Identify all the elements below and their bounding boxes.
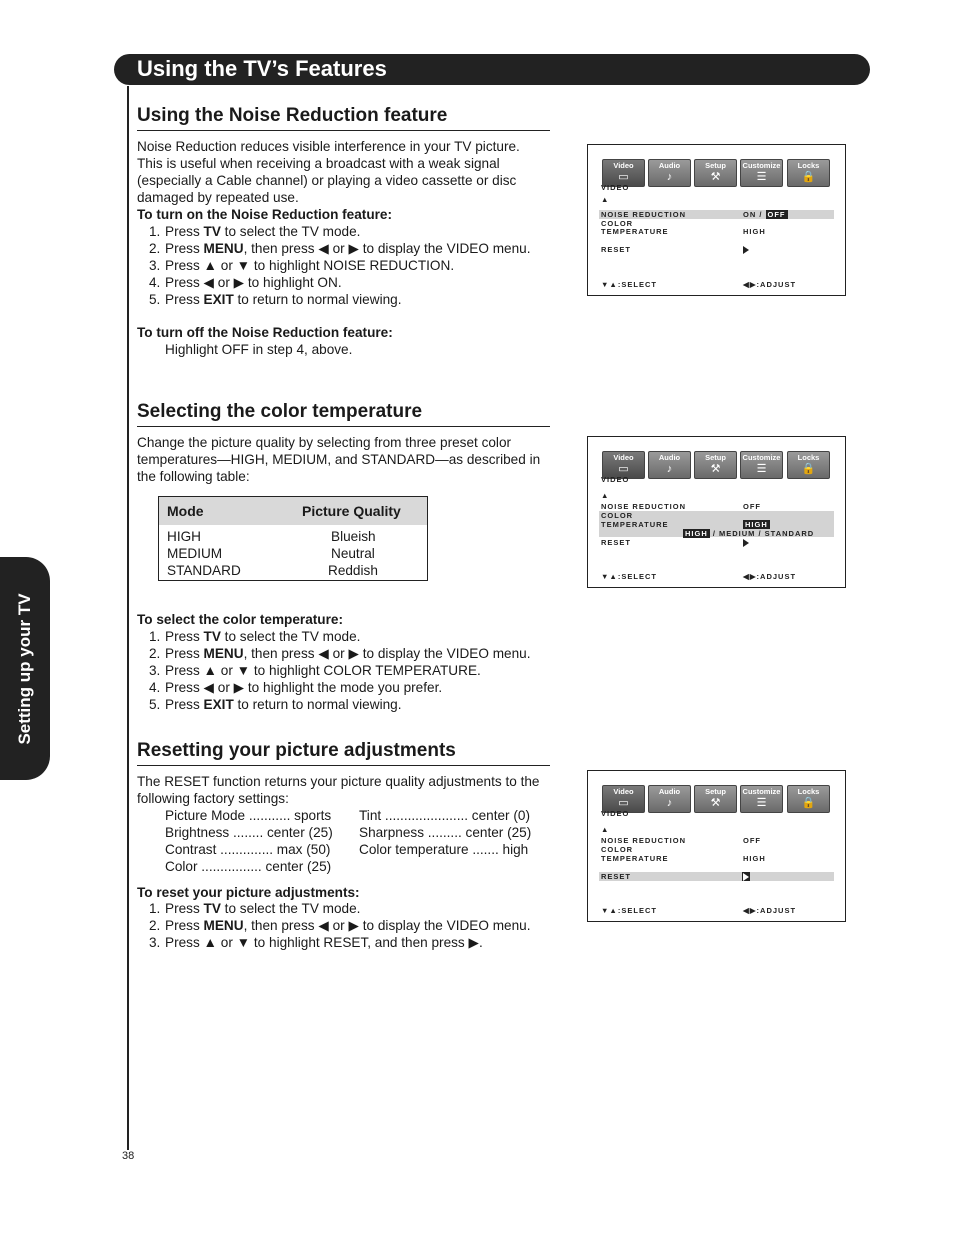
section-rule [137,426,550,427]
osd-footer-adjust: ◀▶:ADJUST [743,906,797,915]
osd-tab-video: Video ▭ [602,159,645,187]
down-arrow-icon: ▼ [236,258,251,273]
table-cell: STANDARD [167,563,241,578]
osd-value-high: HIGH [743,854,766,863]
tv-icon: ▭ [618,797,629,809]
osd-tab-locks: Locks 🔒 [787,159,830,187]
osd-menu-color-temperature [587,436,846,588]
osd-tab-setup: Setup ⚒ [694,451,737,479]
osd-menu-title: VIDEO [601,475,630,484]
setting-line: Picture Mode ........... sports [165,808,332,823]
down-up-arrow-icon: ▼▲ [601,572,618,581]
step: 4. Press ◀ or ▶ to highlight the mode you prefer. [149,680,443,695]
osd-tab-audio: Audio ♪ [648,451,691,479]
side-tab-label: Setting up your TV [15,593,34,745]
osd-tab-audio: Audio ♪ [648,785,691,813]
right-arrow-icon: ▶ [233,275,245,290]
text-line: This is useful when receiving a broadcast with a weak signal [137,156,500,171]
text-line: following factory settings: [137,791,289,806]
text-line: The RESET function returns your picture quality adjustments to the [137,774,540,789]
play-arrow-icon [743,873,749,881]
osd-tab-setup: Setup ⚒ [694,159,737,187]
osd-reset-arrow [743,538,749,547]
osd-menu-reset [587,770,846,922]
table-header-mode: Mode [167,503,204,519]
osd-tab-locks: Locks 🔒 [787,785,830,813]
osd-row-reset: RESET [601,245,632,254]
osd-footer-select: ▼▲:SELECT [601,572,657,581]
step: 5. Press EXIT to return to normal viewing. [149,292,402,307]
step: 2. Press MENU, then press ◀ or ▶ to display the VIDEO menu. [149,241,531,256]
osd-value-off: OFF [743,836,761,845]
rs-steps [149,900,530,951]
down-up-arrow-icon: ▼▲ [601,280,618,289]
osd-row-color: COLOR [601,511,634,520]
nr-off-text: Highlight OFF in step 4, above. [165,342,353,357]
left-arrow-icon: ◀ [318,241,329,256]
osd-row-color: COLOR [601,845,634,854]
osd-footer-select: ▼▲:SELECT [601,906,657,915]
osd-tab-customize: Customize ☰ [740,451,783,479]
osd-row-reset: RESET [601,538,632,547]
right-arrow-icon: ▶ [348,241,359,256]
text-line: Noise Reduction reduces visible interference in your TV picture. [137,139,520,154]
page-title: Using the TV’s Features [137,56,387,81]
osd-row-temperature: TEMPERATURE [601,854,669,863]
step: 1. Press TV to select the TV mode. [149,224,361,239]
section-rule [137,130,550,131]
down-arrow-icon: ▼ [236,663,251,678]
nr-steps [149,223,530,308]
osd-tab-audio: Audio ♪ [648,159,691,187]
osd-highlight-row [599,872,834,881]
osd-footer-adjust: ◀▶:ADJUST [743,280,797,289]
right-arrow-icon: ▶ [348,646,359,661]
table-cell: Neutral [331,546,375,561]
page-number: 38 [122,1150,135,1162]
wrench-icon: ⚒ [710,463,721,475]
section-rule [137,765,550,766]
table-cell: MEDIUM [167,546,223,561]
rs-settings-right [359,807,531,858]
section-title-reset: Resetting your picture adjustments [137,740,456,761]
step: 2. Press MENU, then press ◀ or ▶ to display the VIDEO menu. [149,646,531,661]
osd-row-reset: RESET [601,872,632,881]
text-line: temperatures—HIGH, MEDIUM, and STANDARD—as described in [137,452,541,467]
lock-icon: 🔒 [801,171,816,183]
left-arrow-icon: ◀ [203,275,214,290]
lock-icon: 🔒 [801,797,816,809]
left-right-arrow-icon: ◀▶ [743,906,757,915]
right-arrow-icon: ▶ [468,935,479,950]
right-arrow-icon: ▶ [233,680,245,695]
osd-row-noise-reduction: NOISE REDUCTION [601,836,687,845]
osd-row-temperature: TEMPERATURE [601,520,669,529]
setting-line: Color ................ center (25) [165,859,332,874]
up-arrow-icon: ▲ [601,491,610,500]
down-arrow-icon: ▼ [236,935,251,950]
osd-menu-title: VIDEO [601,809,630,818]
list-icon: ☰ [756,171,767,183]
osd-row-color: COLOR [601,219,634,228]
osd-tab-customize: Customize ☰ [740,159,783,187]
table-cell: Blueish [331,529,376,544]
tv-icon: ▭ [618,171,629,183]
osd-row-temperature: TEMPERATURE [601,227,669,236]
step: 3. Press ▲ or ▼ to highlight NOISE REDUCTION. [149,258,455,273]
table-cell: HIGH [167,529,201,544]
osd-tab-setup: Setup ⚒ [694,785,737,813]
right-arrow-icon: ▶ [348,918,359,933]
table-header-quality: Picture Quality [302,503,401,519]
step: 5. Press EXIT to return to normal viewing. [149,697,402,712]
nr-on-heading: To turn on the Noise Reduction feature: [137,207,393,222]
music-note-icon: ♪ [666,171,673,183]
left-right-arrow-icon: ◀▶ [743,572,757,581]
osd-value-high: HIGH [743,227,766,236]
music-note-icon: ♪ [666,463,673,475]
table-cell: Reddish [328,563,378,578]
step: 2. Press MENU, then press ◀ or ▶ to display the VIDEO menu. [149,918,531,933]
nr-intro [137,138,520,223]
rs-steps-heading: To reset your picture adjustments: [137,885,360,900]
osd-value-on-off: ON / OFF [743,210,786,219]
setting-line: Sharpness ......... center (25) [359,825,532,840]
lock-icon: 🔒 [801,463,816,475]
step: 1. Press TV to select the TV mode. [149,901,361,916]
music-note-icon: ♪ [666,797,673,809]
text-line: damaged by repeated use. [137,190,299,205]
list-icon: ☰ [756,463,767,475]
osd-tab-customize: Customize ☰ [740,785,783,813]
osd-row-noise-reduction: NOISE REDUCTION [601,502,687,511]
setting-line: Contrast .............. max (50) [165,842,331,857]
osd-ct-options: HIGH / MEDIUM / STANDARD [685,529,815,538]
wrench-icon: ⚒ [710,797,721,809]
osd-menu-title: VIDEO [601,183,630,192]
osd-footer-select: ▼▲:SELECT [601,280,657,289]
up-arrow-icon: ▲ [601,825,610,834]
left-arrow-icon: ◀ [318,918,329,933]
up-arrow-icon: ▲ [203,258,217,273]
nr-off-heading: To turn off the Noise Reduction feature: [137,325,393,340]
play-arrow-icon [743,539,749,547]
text-line: the following table: [137,469,250,484]
left-arrow-icon: ◀ [318,646,329,661]
osd-reset-arrow [743,245,749,254]
osd-value-off: OFF [743,502,761,511]
osd-tab-video: Video ▭ [602,785,645,813]
osd-footer-adjust: ◀▶:ADJUST [743,572,797,581]
step: 3. Press ▲ or ▼ to highlight COLOR TEMPERATURE. [149,663,481,678]
section-title-noise-reduction: Using the Noise Reduction feature [137,105,448,126]
up-arrow-icon: ▲ [203,663,217,678]
up-arrow-icon: ▲ [203,935,217,950]
up-arrow-icon: ▲ [601,195,610,204]
list-icon: ☰ [756,797,767,809]
osd-menu-noise-reduction [587,144,846,296]
osd-tab-video: Video ▭ [602,451,645,479]
margin-rule [127,86,129,1150]
step: 1. Press TV to select the TV mode. [149,629,361,644]
text-line: Change the picture quality by selecting from three preset color [137,435,512,450]
osd-tab-locks: Locks 🔒 [787,451,830,479]
osd-row-noise-reduction: NOISE REDUCTION [601,210,687,219]
rs-intro [137,773,539,807]
step: 4. Press ◀ or ▶ to highlight ON. [149,275,342,290]
setting-line: Tint ...................... center (0) [359,808,530,823]
setting-line: Color temperature ....... high [359,842,529,857]
section-title-color-temperature: Selecting the color temperature [137,401,423,422]
mode-table [158,496,428,581]
rs-settings-left [165,807,333,875]
ct-steps-heading: To select the color temperature: [137,612,343,627]
setting-line: Brightness ........ center (25) [165,825,333,840]
play-arrow-icon [743,246,749,254]
osd-value-high: HIGH [745,520,768,529]
wrench-icon: ⚒ [710,171,721,183]
left-right-arrow-icon: ◀▶ [743,280,757,289]
down-up-arrow-icon: ▼▲ [601,906,618,915]
left-arrow-icon: ◀ [203,680,214,695]
step: 3. Press ▲ or ▼ to highlight RESET, and then press ▶. [149,935,483,950]
osd-reset-arrow [742,872,750,881]
text-line: (especially a Cable channel) or playing a video cassette or disc [137,173,517,188]
ct-steps [149,628,530,713]
side-tab [0,557,50,780]
ct-intro [137,434,540,485]
tv-icon: ▭ [618,463,629,475]
